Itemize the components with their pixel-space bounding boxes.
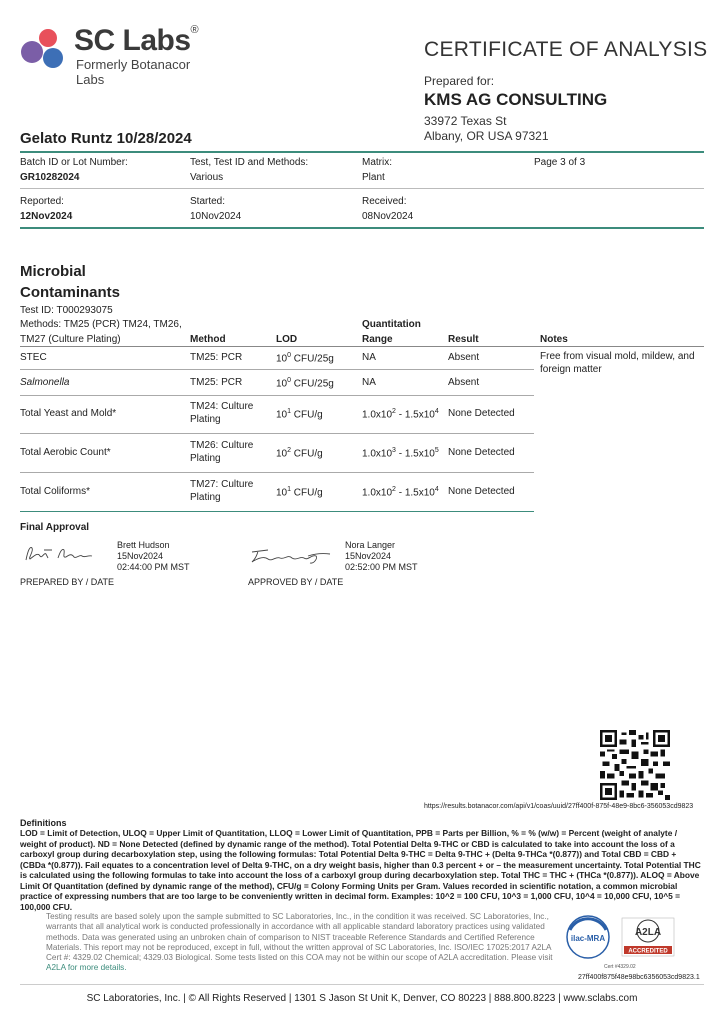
row-divider: [20, 433, 534, 434]
document-title: CERTIFICATE OF ANALYSIS: [424, 38, 708, 61]
lod-cell: $10^0$ CFU/25g: [276, 377, 334, 390]
notes-text: Free from visual mold, mildew, and foreign matter: [540, 351, 695, 375]
approved-by-block: Nora Langer 15Nov2024 02:52:00 PM MST: [345, 540, 418, 572]
svg-text:A2LA: A2LA: [634, 927, 662, 938]
table-bottom-divider: [20, 511, 534, 512]
prepared-by-label: PREPARED BY / DATE: [20, 577, 115, 587]
range-cell: $1.0x10^2 - 1.5x10^4$: [362, 408, 439, 421]
method-cell: TM27: Culture Plating: [190, 479, 254, 503]
table-header-divider: [20, 346, 704, 347]
lod-cell: $10^1$ CFU/g: [276, 486, 323, 499]
client-name: KMS AG CONSULTING: [424, 90, 608, 109]
col-lod: LOD: [276, 334, 298, 345]
info-divider: [20, 188, 704, 189]
prepared-for-label: Prepared for:: [424, 74, 495, 88]
footer: SC Laboratories, Inc. | © All Rights Reserved | 1301 S Jason St Unit K, Denver, CO 80223 | 888.800.8223 | www.sclabs.com: [86, 993, 638, 1004]
lod-cell: $10^2$ CFU/g: [276, 447, 323, 460]
range-cell: NA: [362, 377, 376, 388]
section-title-line2: Contaminants: [20, 284, 121, 301]
started-value: 10Nov2024: [190, 211, 242, 222]
qr-url[interactable]: https://results.botanacor.com/api/v1/coas/uuid/27ff400f-875f-48e9-8bc6-356053cd9823: [424, 803, 694, 810]
result-cell: Absent: [448, 352, 480, 363]
sc-labs-logo-icon: [20, 26, 68, 70]
result-cell: None Detected: [448, 408, 515, 419]
brand-name: SC Labs®: [74, 24, 199, 57]
started-label: Started:: [190, 196, 226, 207]
info-bottom-divider: [20, 227, 704, 229]
result-cell: None Detected: [448, 447, 515, 458]
matrix-value: Plant: [362, 172, 385, 183]
reported-label: Reported:: [20, 196, 64, 207]
received-label: Received:: [362, 196, 407, 207]
analyte-name: Total Aerobic Count*: [20, 447, 111, 458]
method-cell: TM25: PCR: [190, 377, 243, 388]
col-notes: Notes: [540, 334, 568, 345]
client-address-line1: 33972 Texas St: [424, 114, 507, 128]
svg-text:ilac-MRA: ilac-MRA: [570, 934, 606, 943]
row-divider: [20, 369, 534, 370]
result-cell: None Detected: [448, 486, 515, 497]
method-cell: TM24: Culture Plating: [190, 401, 254, 425]
analyte-name: Total Coliforms*: [20, 486, 91, 497]
lod-cell: $10^1$ CFU/g: [276, 408, 323, 421]
a2la-link[interactable]: A2LA for more details.: [46, 963, 127, 973]
qr-code-icon[interactable]: [600, 730, 670, 800]
prepared-by-block: Brett Hudson 15Nov2024 02:44:00 PM MST: [117, 540, 190, 572]
brand-logo: [20, 24, 220, 87]
cert-number: Cert #4329.02: [604, 964, 636, 970]
methods-line2: TM27 (Culture Plating): [20, 334, 121, 345]
reported-value: 12Nov2024: [20, 211, 73, 222]
batch-value: GR10282024: [20, 172, 80, 183]
col-quantitation: Quantitation: [362, 319, 421, 330]
approved-by-label: APPROVED BY / DATE: [248, 577, 344, 587]
page-number: Page 3 of 3: [534, 157, 586, 168]
col-method: Method: [190, 334, 226, 345]
prepared-signature-icon: [22, 542, 100, 566]
final-approval-title: Final Approval: [20, 522, 90, 533]
col-result: Result: [448, 334, 479, 345]
report-hash: 27ff400f875f48e98bc6356053cd9823.1: [578, 974, 700, 981]
footer-divider: [20, 984, 704, 985]
analyte-name: Salmonella: [20, 377, 70, 388]
approved-signature-icon: [248, 544, 334, 566]
product-name: Gelato Runtz 10/28/2024: [20, 130, 192, 147]
batch-label: Batch ID or Lot Number:: [20, 157, 128, 168]
brand-subtitle: Formerly Botanacor Labs: [76, 57, 191, 87]
range-cell: $1.0x10^2 - 1.5x10^4$: [362, 486, 439, 499]
svg-text:ACCREDITED: ACCREDITED: [628, 948, 668, 955]
method-cell: TM25: PCR: [190, 352, 243, 363]
result-cell: Absent: [448, 377, 480, 388]
row-divider: [20, 472, 534, 473]
range-cell: NA: [362, 352, 376, 363]
lod-cell: $10^0$ CFU/25g: [276, 352, 334, 365]
accreditation-logos-icon: [566, 914, 706, 960]
test-label: Test, Test ID and Methods:: [190, 157, 309, 168]
matrix-label: Matrix:: [362, 157, 392, 168]
analyte-name: Total Yeast and Mold*: [20, 408, 117, 419]
definitions-title: Definitions: [20, 818, 67, 828]
test-id: Test ID: T000293075: [20, 305, 113, 316]
col-range: Range: [362, 334, 393, 345]
definitions-text: LOD = Limit of Detection, ULOQ = Upper Limit of Quantitation, LLOQ = Lower Limit of Quantitation, PPB = Parts per Billion, % = % (w/w) = Percent (weight of analyte / weight of product). ND = None Detected (defined by dynamic range of the method). Total Potential Delta 9-THC or CBD is calculated to take into account the loss of a carboxyl group during decarboxylation step, using the following formulas: Total Potential Delta 9-THC = Delta 9-THC + (Delta 9-THCa *(0.877)) and Total CBD = CBD + (CBDa *(0.877)). Fail equates to a concentration level of Delta 9-THC, on a dry weight basis, higher than 0.3 percent + or – the measurement uncertainty. Total Potential THC is calculated using the following formulas to take into account the loss of a carboxyl group during decarboxylation step. Total THC = THC + (THCa *(0.877)). ALOQ = Above Limit Of Quantitation (defined by dynamic range of the method), CFU/g = Colony Forming Units per Gram. Values recorded in scientific notation, a common microbial practice of expressing numbers that are too large to be conveniently written in decimal form. Examples: 10^2 = 100 CFU, 10^3 = 1,000 CFU, 10^4 = 10,000 CFU, 10^5 = 100,000 CFU.: [20, 828, 701, 912]
test-value: Various: [190, 172, 224, 183]
section-title-line1: Microbial: [20, 263, 86, 280]
analyte-name: STEC: [20, 352, 47, 363]
disclaimer: Testing results are based solely upon the sample submitted to SC Laboratories, Inc., in the condition it was received. SC Laboratories, Inc., warrants that all analytical work is conducted professionally in accordance with all applicable standard laboratory practices using validated methods. Data was generated using an unbroken chain of comparison to NIST traceable Reference Standards and Certified Reference Materials. This report may not be reproduced, except in full, without the written approval of SC Laboratories, Inc. ISO/IEC 17025:2017 A2LA Cert #: 4329.02 Chemical; 4329.03 Biological. Some tests listed on this COA may not be within our scope of A2LA accreditation. Please visit A2LA for more details.: [46, 912, 553, 973]
row-divider: [20, 395, 534, 396]
range-cell: $1.0x10^3 - 1.5x10^5$: [362, 447, 439, 460]
client-address-line2: Albany, OR USA 97321: [424, 129, 549, 143]
received-value: 08Nov2024: [362, 211, 414, 222]
methods-line1: Methods: TM25 (PCR) TM24, TM26,: [20, 319, 182, 330]
header-divider: [20, 151, 704, 153]
method-cell: TM26: Culture Plating: [190, 440, 254, 464]
